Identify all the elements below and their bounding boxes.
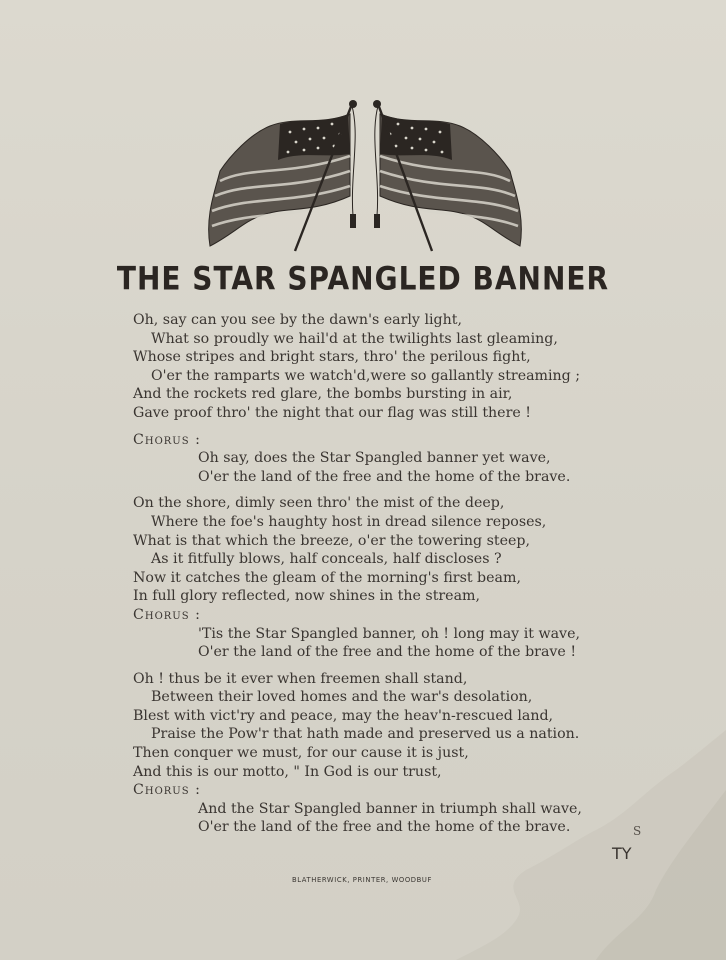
- torn-edge-text: S: [633, 824, 642, 838]
- lyric-line: And this is our motto, " In God is our trust,: [133, 763, 442, 780]
- lyric-line: Oh ! thus be it ever when freemen shall stand,: [133, 670, 468, 687]
- torn-edge-text: TY: [612, 844, 632, 863]
- lyric-line: Praise the Pow'r that hath made and preserved us a nation.: [151, 726, 580, 743]
- song-lyrics: [133, 311, 613, 837]
- lyric-line: Oh, say can you see by the dawn's early light,: [133, 312, 462, 328]
- lyric-line: As it fitfully blows, half conceals, half discloses ?: [151, 551, 502, 568]
- page-title: THE STAR SPANGLED BANNER: [116, 259, 610, 298]
- chorus-line: O'er the land of the free and the home of the brave.: [198, 468, 571, 485]
- verse-1: [133, 311, 613, 423]
- lyric-line: Blest with vict'ry and peace, may the heav'n-rescued land,: [133, 707, 554, 724]
- chorus-line: O'er the land of the free and the home of the brave !: [198, 644, 577, 661]
- chorus-label: Chorus :: [133, 782, 201, 799]
- lyric-line: Whose stripes and bright stars, thro' the perilous fight,: [133, 349, 531, 366]
- chorus-label: Chorus :: [133, 431, 201, 448]
- printer-imprint: BLATHERWICK, PRINTER, WOODBUF: [292, 876, 432, 884]
- lyric-line: And the rockets red glare, the bombs bursting in air,: [133, 386, 513, 403]
- lyric-line: Where the foe's haughty host in dread silence reposes,: [151, 513, 547, 530]
- lyric-line: Between their loved homes and the war's desolation,: [151, 689, 533, 706]
- chorus-line: And the Star Spangled banner in triumph shall wave,: [198, 800, 582, 817]
- chorus-label: Chorus :: [133, 606, 201, 623]
- lyric-line: In full glory reflected, now shines in the stream,: [133, 588, 480, 605]
- lyric-line: On the shore, dimly seen thro' the mist of the deep,: [133, 495, 505, 512]
- verse-3: [133, 670, 613, 782]
- lyric-line: What is that which the breeze, o'er the towering steep,: [133, 532, 531, 549]
- lyric-line: Now it catches the gleam of the morning's first beam,: [133, 569, 521, 586]
- verse-2: [133, 494, 613, 606]
- chorus-line: 'Tis the Star Spangled banner, oh ! long may it wave,: [198, 625, 580, 642]
- lyric-line: What so proudly we hail'd at the twilights last gleaming,: [151, 330, 558, 347]
- chorus-line: Oh say, does the Star Spangled banner yet wave,: [198, 450, 551, 467]
- crossed-flags-icon: [200, 96, 530, 256]
- lyric-line: Gave proof thro' the night that our flag was still there !: [133, 404, 531, 421]
- lyric-line: O'er the ramparts we watch'd,were so gallantly streaming ;: [151, 367, 581, 384]
- chorus-line: O'er the land of the free and the home of the brave.: [198, 819, 571, 836]
- lyric-line: Then conquer we must, for our cause it is just,: [133, 745, 469, 762]
